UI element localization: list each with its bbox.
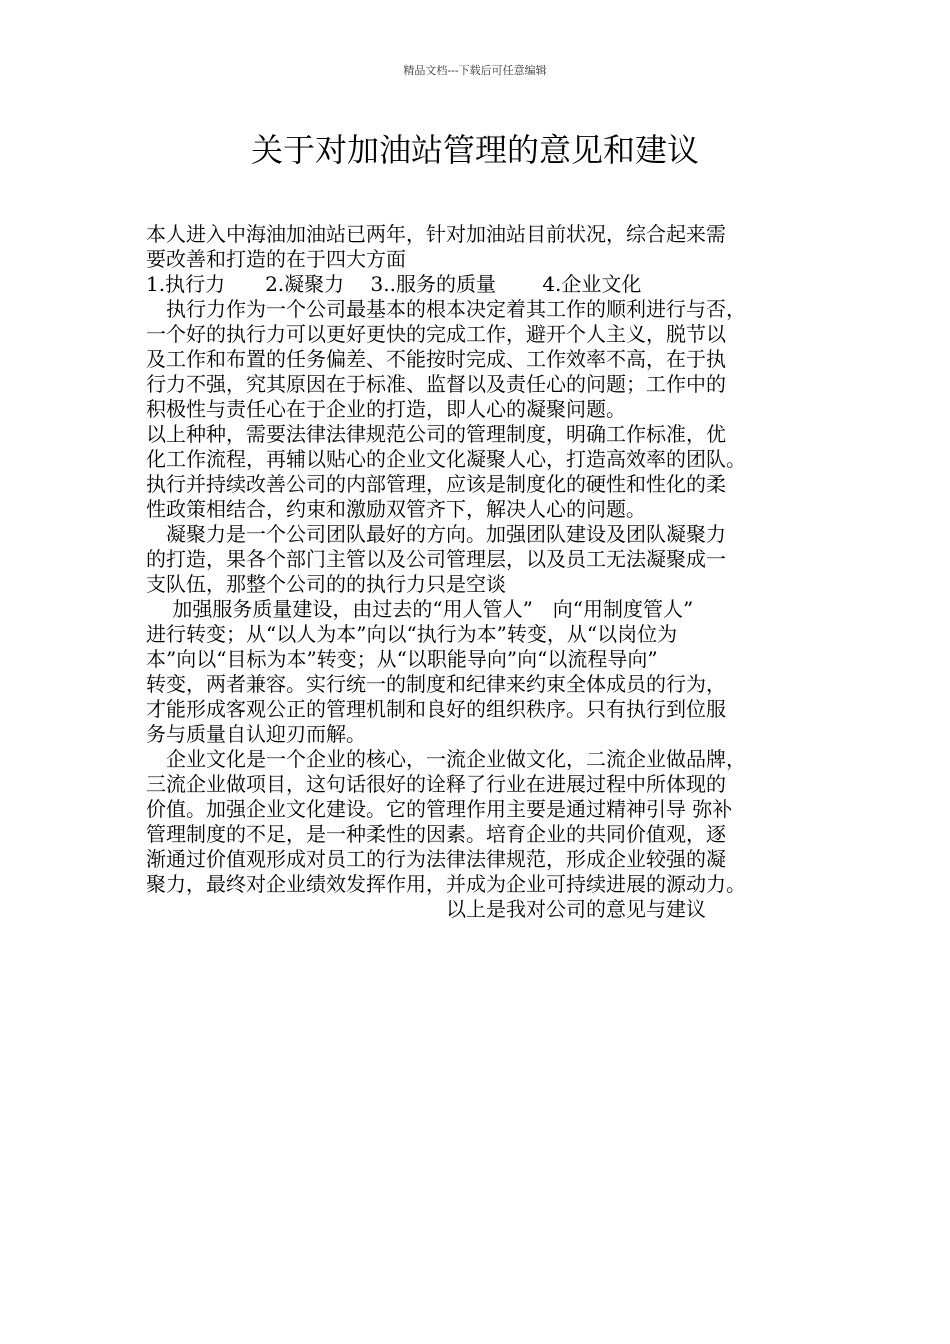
body-line: 的打造，果各个部门主管以及公司管理层，以及员工无法凝聚成一 [146,547,726,571]
body-line: 本人进入中海油加油站已两年，针对加油站目前状况，综合起来需 [146,222,726,246]
body-line: 性政策相结合，约束和激励双管齐下，解决人心的问题。 [146,497,646,521]
body-line: 进行转变；从“以人为本”向以“执行为本”转变，从“以岗位为 [146,622,678,646]
body-line: 执行并持续改善公司的内部管理，应该是制度化的硬性和性化的柔 [146,472,726,496]
body-line: 积极性与责任心在于企业的打造，即人心的凝聚问题。 [146,397,626,421]
body-line: 支队伍，那整个公司的的执行力只是空谈 [146,572,506,596]
document-body [146,222,822,922]
body-line: 凝聚力是一个公司团队最好的方向。加强团队建设及团队凝聚力 [146,522,726,546]
body-line: 以上种种，需要法律法律规范公司的管理制度，明确工作标准，优 [146,422,726,446]
body-line: 企业文化是一个企业的核心，一流企业做文化，二流企业做品牌， [146,747,746,771]
document-title: 关于对加油站管理的意见和建议 [250,131,699,169]
body-line: 1.执行力 2.凝聚力 3..服务的质量 4.企业文化 [146,272,642,296]
header-note: 精品文档---下载后可任意编辑 [403,64,547,77]
closing-line: 以上是我对公司的意见与建议 [446,897,706,921]
body-line: 及工作和布置的任务偏差、不能按时完成、工作效率不高，在于执 [146,347,726,371]
body-line: 执行力作为一个公司最基本的根本决定着其工作的顺利进行与否， [146,297,746,321]
body-line: 渐通过价值观形成对员工的行为法律法律规范，形成企业较强的凝 [146,847,726,871]
body-line: 一个好的执行力可以更好更快的完成工作，避开个人主义，脱节以 [146,322,726,346]
body-line: 三流企业做项目，这句话很好的诠释了行业在进展过程中所体现的 [146,772,726,796]
body-line: 加强服务质量建设，由过去的“用人管人” 向“用制度管人” [146,597,694,621]
body-line: 聚力，最终对企业绩效发挥作用，并成为企业可持续进展的源动力。 [146,872,746,896]
body-line: 本”向以“目标为本”转变；从“以职能导向”向“以流程导向” [146,647,658,671]
body-line: 价值。加强企业文化建设。它的管理作用主要是通过精神引导 弥补 [146,797,733,821]
body-line: 才能形成客观公正的管理机制和良好的组织秩序。只有执行到位服 [146,697,726,721]
body-line: 管理制度的不足，是一种柔性的因素。培育企业的共同价值观，逐 [146,822,726,846]
body-line: 转变，两者兼容。实行统一的制度和纪律来约束全体成员的行为， [146,672,726,696]
body-line: 行力不强，究其原因在于标准、监督以及责任心的问题；工作中的 [146,372,726,396]
body-line: 化工作流程，再辅以贴心的企业文化凝聚人心，打造高效率的团队。 [146,447,746,471]
body-line: 要改善和打造的在于四大方面 [146,247,406,271]
body-line: 务与质量自认迎刃而解。 [146,722,366,746]
